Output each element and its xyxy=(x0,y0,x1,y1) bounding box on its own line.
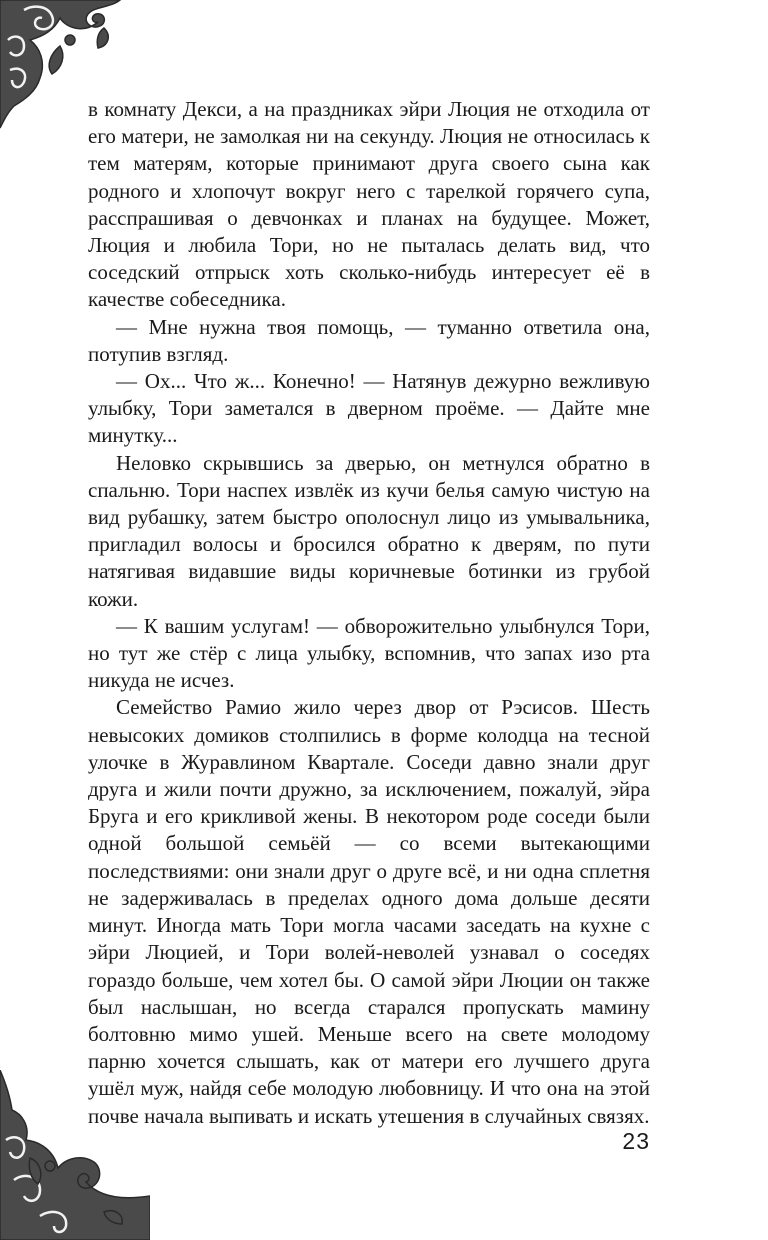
paragraph: Неловко скрывшись за дверью, он метнулся обратно в спальню. Тори наспех извлёк из кучи белья самую чистую на вид рубашку, затем быстро ополоснул лицо из умывальника, пригладил волосы и бросился обратно к дверям, по пути натягивая видавшие виды коричневые ботинки из грубой кожи. xyxy=(88,450,650,611)
paragraph: — К вашим услугам! — обворожительно улыбнулся Тори, но тут же стёр с лица улыбку, вспомнив, что запах изо рта никуда не исчез. xyxy=(88,613,650,693)
paragraph: — Мне нужна твоя помощь, — туманно ответила она, потупив взгляд. xyxy=(88,314,650,366)
text-block xyxy=(88,96,650,1130)
page-number: 23 xyxy=(622,1128,650,1154)
paragraph: Семейство Рамио жило через двор от Рэсисов. Шесть невысоких домиков столпились в форме колодца на тесной улочке в Журавлином Квартале. Соседи давно знали друг друга и жили почти дружно, за исключением, пожалуй, эйра Бруга и его крикливой жены. В некотором роде соседи были одной большой семьёй — со всеми вытекающими последствиями: они знали друг о друге всё, и ни одна сплетня не задерживалась в пределах одного дома дольше десяти минут. Иногда мать Тори могла часами заседать на кухне с эйри Люцией, и Тори волей-неволей узнавал о соседях гораздо больше, чем хотел бы. О самой эйри Люции он также был наслышан, но всегда старался пропускать мамину болтовню мимо ушей. Меньше всего на свете молодому парню хочется слышать, как от матери его лучшего друга ушёл муж, найдя себе молодую любовницу. И что она на этой почве начала выпивать и искать утешения в случайных связях. xyxy=(88,695,650,1128)
paragraph: — Ох... Что ж... Конечно! — Натянув дежурно вежливую улыбку, Тори заметался в дверном проёме. — Дайте мне минутку... xyxy=(88,369,650,448)
corner-ornament-bottom-icon xyxy=(0,1070,150,1240)
paragraph: в комнату Декси, а на праздниках эйри Люция не отходила от его матери, не замолкая ни на секунду. Люция не относилась к тем матерям, которые принимают друга своего сына как родного и хлопочут вокруг него с тарелкой горячего супа, расспрашивая о девчонках и планах на будущее. Может, Люция и любила Тори, но не пыталась делать вид, что соседский отпрыск хоть сколько-нибудь интересует её в качестве собеседника. xyxy=(88,97,650,312)
